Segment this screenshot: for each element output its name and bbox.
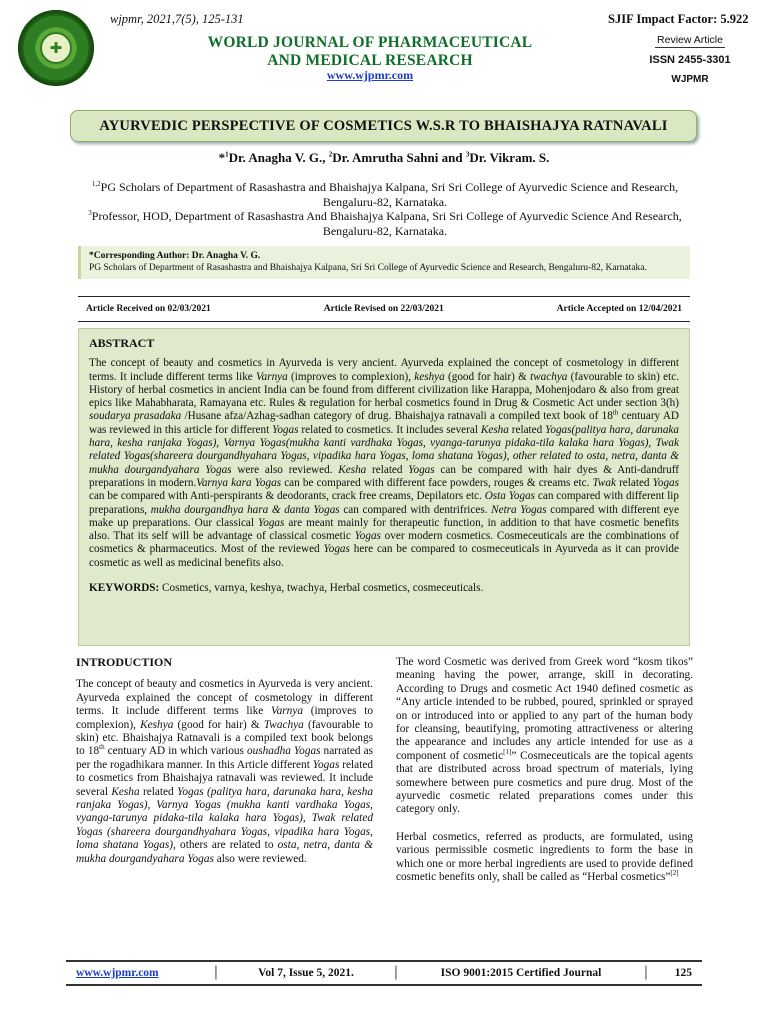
article-dates xyxy=(78,296,690,322)
author-name: Dr. Amrutha Sahni and xyxy=(332,150,466,165)
author-name: Dr. Vikram. S. xyxy=(469,150,550,165)
journal-name xyxy=(160,34,580,70)
abstract-text: The concept of beauty and cosmetics in Ayurveda is very ancient. Ayurveda explained the concept of cosmetology in different terms. It include different terms like Varnya (improves to complexion), keshya (good for hair) & twachya (favourable to skin) etc. History of herbal cosmetics in ancient India can be found from different civilization like Harappa, Mohenjodaro & also from great epics like Mahabharata, Ramayana etc. Rules & regulation for herbal cosmetics found in Drug & Cosmetic Act under section 3(h) soudarya prasadaka /Husane afza/Azhag-sadhan category of drug. Bhaishajya ratnavali a compiled text book of 18th centuary AD was reviewed in this article for different Yogas related to cosmetics. It includes several Kesha related Yogas(palitya hara, darunaka hara, kesha ranjaka Yogas), Varnya Yogas(mukha kanti vardhaka Yogas, vyanga-tarunya pidaka-tila kalaka hara Yogas), Twak related Yogas(shareera dourgandhyahara Yogas, vipadika hara Yogas, loma shatana Yogas), other related to osta, netra, danta & mukha dourgandyahara Yogas were also reviewed. Kesha related Yogas can be compared with hair dyes & Anti-dandruff preparations in modern.Varnya kara Yogas can be compared with different face powders, rouges & creams etc. Twak related Yogas can be compared with Anti-perspirants & deodorants, crack free creams, Depilators etc. Osta Yogas can compared with different lip preparations, mukha dourgandhya hara & danta Yogas can compared with dentrifrices. Netra Yogas compared with different eye make up preparations. Our classical Yogas are meant mainly for therapeutic function, in addition to that have cosmetic benefits also. That its self will be advantage of classical cosmetic Yogas over modern cosmetics. Cosmeceuticals are the combinations of cosmetics & pharmaceutics. Most of the reviewed Yogas here can be compared to cosmeceuticals in Ayurveda as it can provide cosmetic as well as medicinal benefits also. xyxy=(89,357,680,569)
body-paragraph: Herbal cosmetics, referred as products, are formulated, using various permissible cosmetic ingredients to form the base in which one or more herbal ingredients are used to provide defined cosmetic benefits only, shall be called as “Herbal cosmetics”[2] xyxy=(396,830,693,884)
author-sup: 2 xyxy=(328,150,333,159)
footer-url-link[interactable]: www.wjpmr.com xyxy=(76,967,159,979)
footer-iso: ISO 9001:2015 Certified Journal xyxy=(440,967,602,979)
author-name: Dr. Anagha V. G., xyxy=(228,150,329,165)
introduction-heading: INTRODUCTION xyxy=(76,655,173,669)
date-received: Article Received on 02/03/2021 xyxy=(86,304,211,314)
journal-name-line1: WORLD JOURNAL OF PHARMACEUTICAL xyxy=(207,34,533,51)
impact-factor: SJIF Impact Factor: 5.922 xyxy=(608,12,749,26)
body-paragraph: The word Cosmetic was derived from Greek word “kosm tikos” meaning having the power, arrange, skill in decorating. According to Drugs and cosmetic Act 1940 defined cosmetic as “Any article intended to be rubbed, poured, sprinkled or sprayed on or introduced into or applied to any part of the human body for cleansing, beautifying, promoting attractiveness or altering the appearance and includes any article intended for use as a component of cosmetic[1]” Cosmeceuticals are the topical agents that are distributed across broad spectrum of materials, lying somewhere between pure cosmetics and pure drug. Most of the ayurvedic cosmetic related preparations comes under this category only. xyxy=(396,656,693,816)
abstract-heading: ABSTRACT xyxy=(89,336,155,350)
footer-volume: Vol 7, Issue 5, 2021. xyxy=(258,967,354,979)
affiliation-text: PG Scholars of Department of Rasashastra and Bhaishajya Kalpana, Sri Sri College of Ayurvedic Science and Research, Bengaluru-82, Karnataka. xyxy=(100,180,679,209)
body-column-left xyxy=(76,656,373,880)
author-sup: 1 xyxy=(225,150,229,159)
author-list xyxy=(0,150,768,166)
keywords-text: Cosmetics, varnya, keshya, twachya, Herbal cosmetics, cosmeceuticals. xyxy=(159,582,484,595)
logo-emblem-icon: ✚ xyxy=(40,32,72,64)
affiliation xyxy=(80,209,690,238)
footer-separator: │ xyxy=(211,967,221,979)
page-number: 125 xyxy=(674,967,692,979)
affiliation-sup: 1,2 xyxy=(91,180,101,188)
corresponding-marker: * xyxy=(218,150,226,165)
journal-abbrev: WJPMR xyxy=(671,74,709,85)
keywords-label: KEYWORDS: xyxy=(89,582,160,595)
date-accepted: Article Accepted on 12/04/2021 xyxy=(556,304,682,314)
article-info-box xyxy=(640,30,740,90)
affiliation xyxy=(80,180,690,209)
article-type: Review Article xyxy=(657,34,723,46)
keywords xyxy=(89,582,679,595)
body-column-right xyxy=(396,656,693,899)
date-revised: Article Revised on 22/03/2021 xyxy=(323,304,444,314)
corresponding-author-label: *Corresponding Author: Dr. Anagha V. G. xyxy=(89,251,261,261)
page-footer xyxy=(66,960,702,986)
journal-name-line2: AND MEDICAL RESEARCH xyxy=(267,52,473,69)
corresponding-author-text: PG Scholars of Department of Rasashastra and Bhaishajya Kalpana, Sri Sri College of Ayurvedic Science and Research, Bengaluru-82, Karnataka. xyxy=(89,262,647,273)
abstract-box xyxy=(78,328,690,646)
corresponding-author-box xyxy=(78,246,690,279)
author-sup: 3 xyxy=(465,150,470,159)
introduction-paragraph: The concept of beauty and cosmetics in Ayurveda is very ancient. Ayurveda explained the concept of cosmetology in different terms. It include different terms like Varnya (improves to complexion), Keshya (good for hair) & Twachya (favourable to skin) etc. Bhaishajya Ratnavali is a compiled text book belongs to 18th centuary AD in which various oushadha Yogas narrated as per the rogadhikara manner. In this Article different Yogas related to cosmetics from Bhaishajya ratnavali was reviewed. It include several Kesha related Yogas (palitya hara, darunaka hara, kesha ranjaka Yogas), Varnya Yogas (mukha kanti vardhaka Yogas, vyanga-tarunya pidaka-tila kalaka hara Yogas), Twak related Yogas (shareera dourgandhyahara Yogas, vipadika hara Yogas, loma shatana Yogas), others are related to osta, netra, danta & mukha dourgandyahara Yogas also were reviewed. xyxy=(76,678,373,865)
footer-separator: │ xyxy=(391,967,401,979)
issn: ISSN 2455-3301 xyxy=(649,54,731,66)
affiliation-text: Professor, HOD, Department of Rasashastra And Bhaishajya Kalpana, Sri Sri College of Ayurvedic Science And Research, Bengaluru-82, Karnataka. xyxy=(91,209,682,238)
footer-separator: │ xyxy=(641,967,651,979)
citation: wjpmr, 2021,7(5), 125-131 xyxy=(110,12,244,26)
affiliations xyxy=(80,180,690,238)
journal-url-link[interactable]: www.wjpmr.com xyxy=(326,68,414,82)
article-title: AYURVEDIC PERSPECTIVE OF COSMETICS W.S.R TO BHAISHAJYA RATNAVALI xyxy=(70,110,697,142)
affiliation-sup: 3 xyxy=(88,209,92,217)
journal-logo xyxy=(18,10,94,86)
